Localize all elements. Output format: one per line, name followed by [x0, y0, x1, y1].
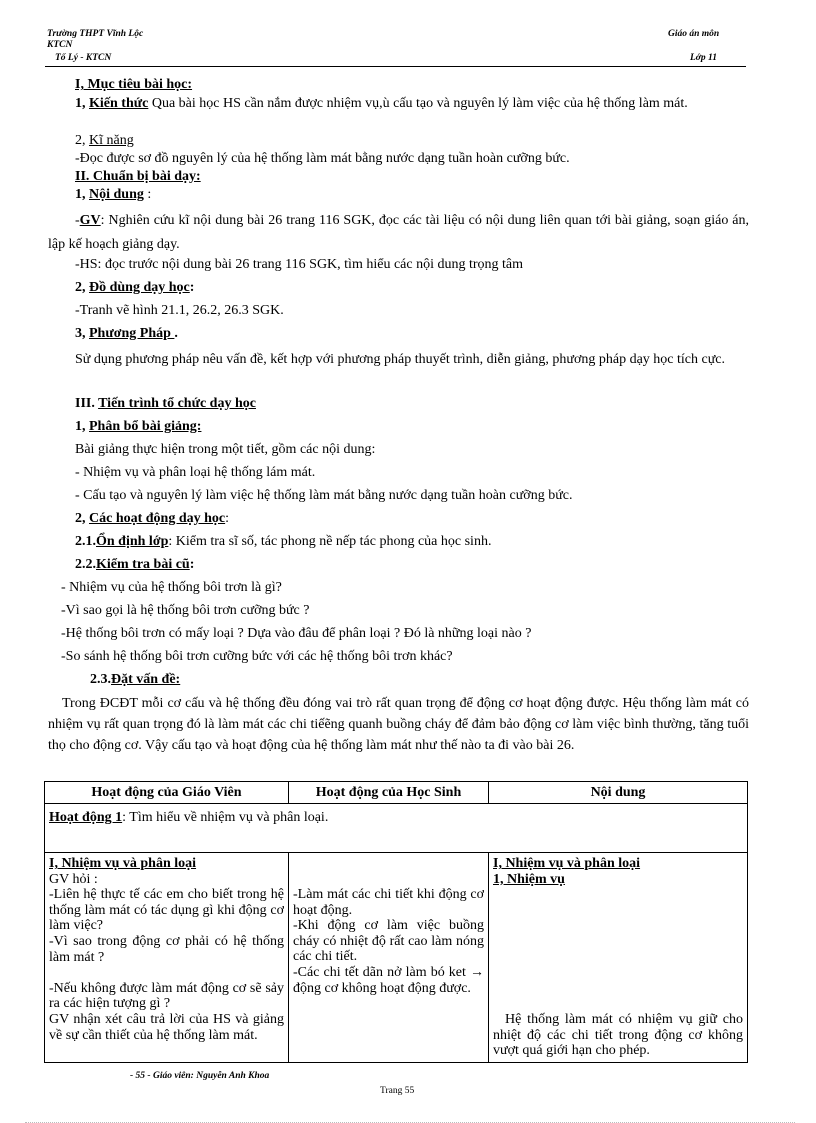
header-rule [45, 66, 746, 67]
section-objectives-title: I, Mục tiêu bài học: [75, 77, 193, 92]
skill-text: -Đọc được sơ đồ nguyên lý của hệ thống làm mát bằng nước dạng tuần hoàn cưỡng bức. [75, 151, 570, 166]
section-prep-title: II. Chuẩn bị bài dạy: [75, 169, 201, 184]
header-content: Nội dung [489, 782, 748, 804]
content-heading: 1, Nội dung : [75, 187, 152, 202]
header-teacher: Hoạt động của Giáo Viên [45, 782, 289, 804]
method-heading: 3, Phương Pháp . [75, 326, 178, 341]
department-name: Tổ Lý - KTCN [55, 53, 112, 63]
tools-text: -Tranh vẽ hình 21.1, 26.2, 26.3 SGK. [75, 303, 284, 318]
knowledge-paragraph: 1, Kiến thức Qua bài học HS cần nắm được nhiệm vụ,ù cấu tạo và nguyên lý làm việc của hệ thống làm mát. [75, 96, 688, 111]
intro-paragraph: Trong ĐCĐT mỗi cơ cấu và hệ thống đều đóng vai trò rất quan trọng để động cơ hoạt động được. Hệu thống làm mát có nhiệm vụ rất quan trọng đó là làm mát các chi tiếẽng quanh buồng cháy để đảm bảo động cơ làm việc bình thường, tăng tuổi thọ cho động cơ. Vậy cấu tạo và hoạt động của hệ thống làm mát như thế nào ta đi vào bài 26. [48, 696, 749, 753]
hs-prep-text: -HS: đọc trước nội dung bài 26 trang 116 SGK, tìm hiểu các nội dung trọng tâm [75, 257, 524, 272]
stabilize-line: 2.1.Ổn định lớp: Kiểm tra sĩ số, tác phong nề nếp tác phong của học sinh. [75, 534, 492, 549]
footer-teacher: - 55 - Giáo viên: Nguyễn Anh Khoa [130, 1071, 270, 1081]
alloc-item: - Cấu tạo và nguyên lý làm việc hệ thống làm mát bằng nước dạng tuần hoàn cưỡng bức. [75, 488, 573, 503]
knowledge-label: Kiến thức [89, 96, 149, 111]
tools-heading: 2, Đồ dùng dạy học: [75, 280, 195, 295]
table-row [45, 853, 748, 1063]
teacher-cell: I, Nhiệm vụ và phân loại GV hỏi : -Liên hệ thực tế các em cho biết trong hệ thống làm mát có tác dụng gì khi động cơ làm việc? -Vì sao trong động cơ phải có hệ thống làm mát ? -Nếu không được làm mát động cơ sẽ sảy ra các hiện tượng gì ? GV nhận xét câu trả lời của HS và giảng về sự cần thiết của hệ thống làm mát. [45, 853, 289, 1063]
check-item: -Hệ thống bôi trơn có mấy loại ? Dựa vào đâu để phân loại ? Đó là những loại nào ? [61, 626, 532, 641]
table-header-row [45, 782, 748, 804]
header-student: Hoạt động của Học Sinh [289, 782, 489, 804]
check-heading: 2.2.Kiểm tra bài cũ: [75, 557, 195, 572]
skill-heading: 2, Kĩ năng [75, 133, 134, 148]
student-cell: -Làm mát các chi tiết khi động cơ hoạt động. -Khi động cơ làm việc buồng cháy có nhiệt độ rất cao làm nóng các chi tiết. -Các chi tết dãn nở làm bó ket → động cơ không hoạt động được. [289, 853, 489, 1063]
page-number: Trang 55 [380, 1086, 415, 1096]
check-item: -Vì sao gọi là hệ thống bôi trơn cưỡng bức ? [61, 603, 310, 618]
activity-row [45, 804, 748, 853]
lesson-table [44, 781, 748, 1063]
grade-label: Lớp 11 [690, 53, 718, 63]
alloc-text: Bài giảng thực hiện trong một tiết, gồm các nội dung: [75, 442, 376, 457]
activities-heading: 2, Các hoạt động dạy học: [75, 511, 230, 526]
school-name: Trường THPT Vĩnh Lộc KTCN [47, 29, 144, 50]
check-item: -So sánh hệ thống bôi trơn cưỡng bức với các hệ thống bôi trơn khác? [61, 649, 453, 664]
method-paragraph: Sử dụng phương pháp nêu vấn đề, kết hợp với phương pháp thuyết trình, diễn giảng, phương pháp dạy học tích cực. [75, 352, 726, 367]
alloc-heading: 1, Phân bổ bài giảng: [75, 419, 202, 434]
subject-label: Giáo án môn [668, 29, 720, 39]
check-item: - Nhiệm vụ của hệ thống bôi trơn là gì? [61, 580, 282, 595]
intro-heading: 2.3.Đặt vấn đề: [90, 672, 181, 687]
content-cell: I, Nhiệm vụ và phân loại 1, Nhiệm vụ Hệ thống làm mát có nhiệm vụ giữ cho nhiệt độ các chi tiết trong động cơ không vượt quá giới hạn cho phép. [489, 853, 748, 1063]
section-process-title: III. Tiến trình tổ chức dạy học [75, 396, 256, 411]
alloc-item: - Nhiệm vụ và phân loại hệ thống lám mát. [75, 465, 316, 480]
activity-cell: Hoạt động 1: Tìm hiểu về nhiệm vụ và phân loại. [45, 804, 748, 853]
gv-prep-paragraph: -GV: Nghiên cứu kĩ nội dung bài 26 trang 116 SGK, đọc các tài liệu có nội dung liên quan tới bài giảng, soạn giáo án, lập kế hoạch giảng dạy. [48, 213, 749, 252]
